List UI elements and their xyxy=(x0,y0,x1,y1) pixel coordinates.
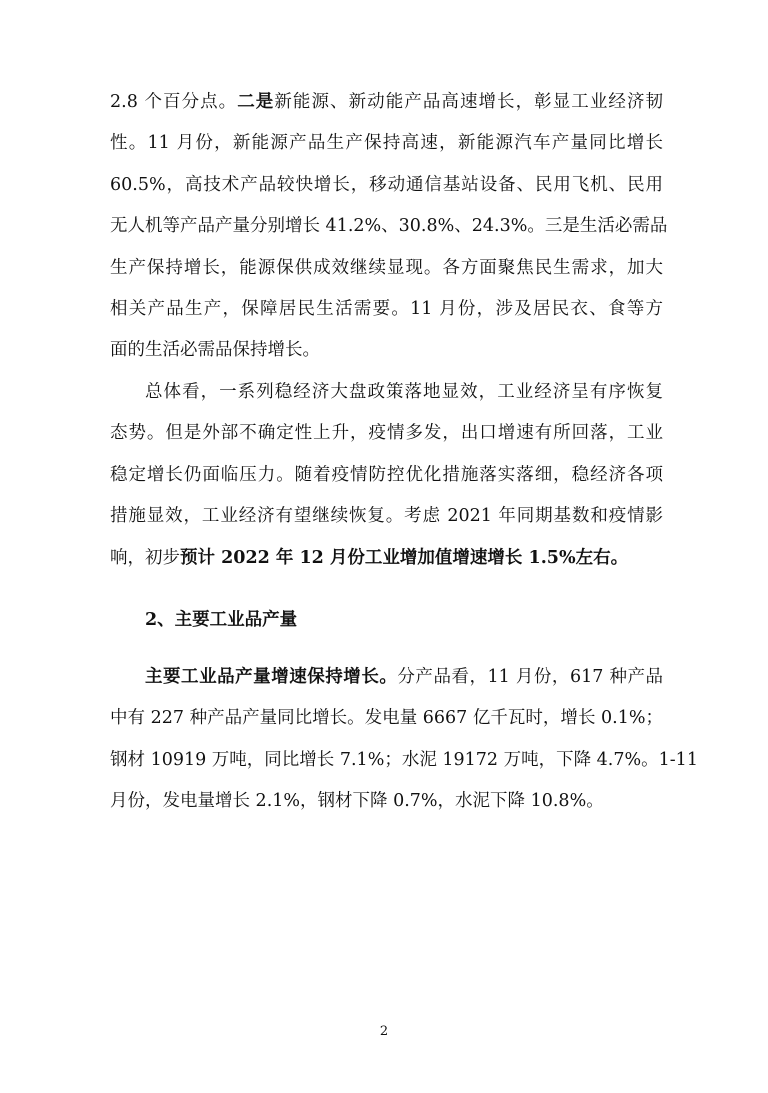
page-number: 2 xyxy=(379,1024,389,1039)
text-span: 新能源、新动能产品高速增长，彰显工业经济韧 xyxy=(274,92,664,112)
text-line: 态势。但是外部不确定性上升，疫情多发，出口增速有所回落，工业 xyxy=(110,423,663,444)
paragraph-industrial-output xyxy=(110,657,698,823)
text-line: 稳定增长仍面临压力。随着疫情防控优化措施落实落细，稳经济各项 xyxy=(110,464,663,485)
text-line: 性。11 月份，新能源产品生产保持高速，新能源汽车产量同比增长 xyxy=(110,133,663,154)
paragraph-outlook xyxy=(110,372,663,579)
text-line: 月份，发电量增长 2.1%，钢材下降 0.7%，水泥下降 10.8%。 xyxy=(110,791,604,812)
text-line: 相关产品生产，保障居民生活需要。11 月份，涉及居民衣、食等方 xyxy=(110,298,663,319)
text-line: 措施显效，工业经济有望继续恢复。考虑 2021 年同期基数和疫情影 xyxy=(110,506,663,527)
text-span: 分产品看，11 月份，617 种产品 xyxy=(397,667,664,687)
section-heading: 2、主要工业品产量 xyxy=(145,610,298,630)
text-line xyxy=(110,657,663,698)
text-line: 面的生活必需品保持增长。 xyxy=(110,340,320,361)
text-line xyxy=(110,82,663,123)
text-span: 2.8 个百分点。 xyxy=(110,92,238,112)
paragraph-new-energy xyxy=(110,82,668,372)
text-line: 生产保持增长，能源保供成效继续显现。各方面聚焦民生需求，加大 xyxy=(110,257,663,278)
text-line: 60.5%，高技术产品较快增长，移动通信基站设备、民用飞机、民用 xyxy=(110,174,663,195)
bold-lead: 主要工业品产量增速保持增长。 xyxy=(145,667,398,687)
text-line: 总体看，一系列稳经济大盘政策落地显效，工业经济呈有序恢复 xyxy=(145,382,663,402)
bold-forecast: 预计 2022 年 12 月份工业增加值增速增长 1.5%左右。 xyxy=(180,547,629,568)
text-line: 无人机等产品产量分别增长 41.2%、30.8%、24.3%。三是生活必需品 xyxy=(110,216,668,237)
text-line xyxy=(110,538,663,579)
text-span: 响，初步 xyxy=(110,547,180,568)
text-line: 中有 227 种产品产量同比增长。发电量 6667 亿千瓦时，增长 0.1%； xyxy=(110,708,663,729)
text-line: 钢材 10919 万吨，同比增长 7.1%；水泥 19172 万吨，下降 4.7%。1-11 xyxy=(110,749,698,770)
bold-keyword: 二是 xyxy=(237,92,275,112)
